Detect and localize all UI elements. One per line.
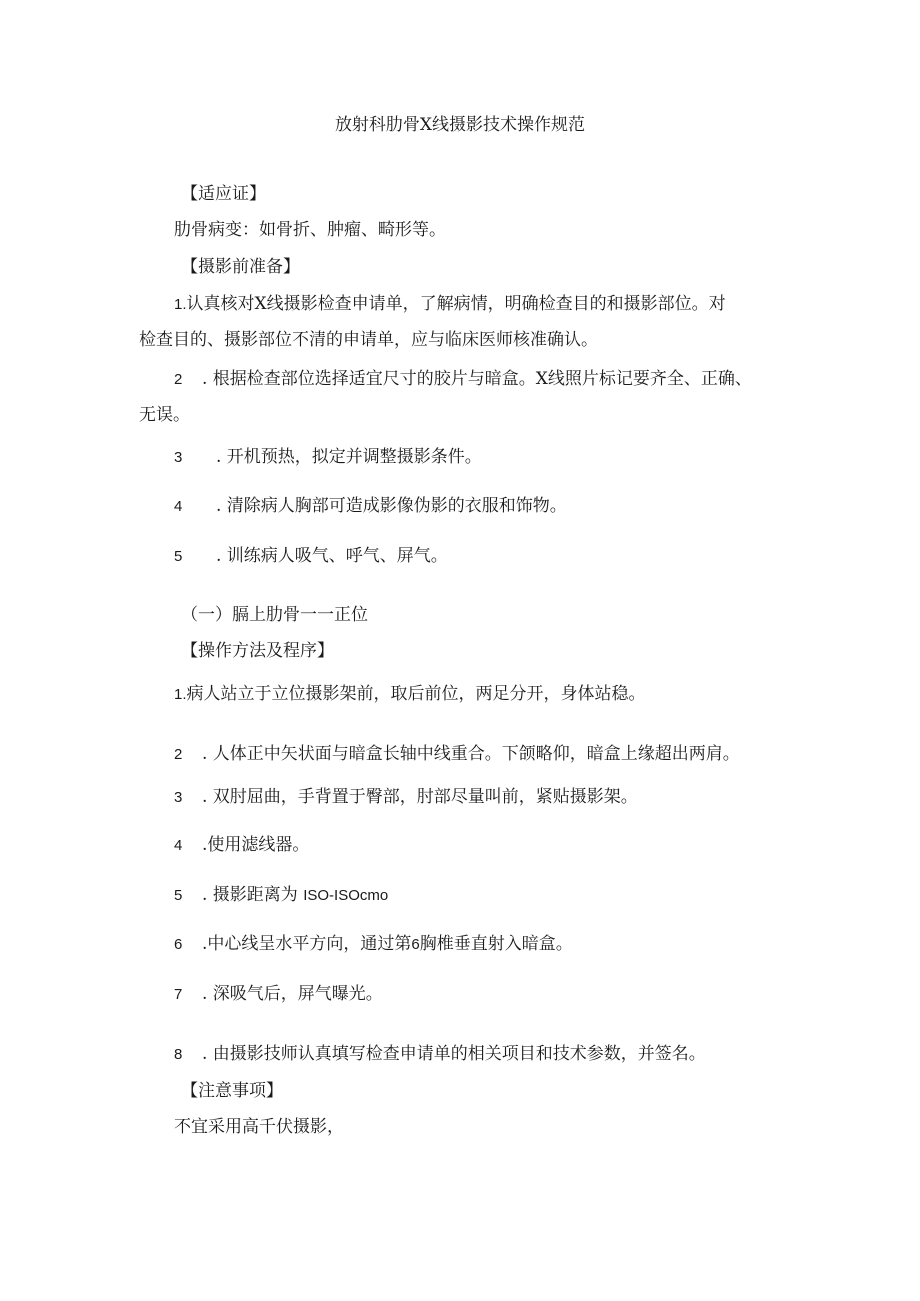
vertebra-number: 6	[411, 936, 420, 953]
notes-text: 不宜采用高千伏摄影，	[174, 1117, 344, 1137]
method-item-6	[174, 933, 573, 956]
prep-item-number: 1.	[174, 296, 187, 313]
prep-item-text: . 训练病人吸气、呼气、屏气。	[216, 546, 448, 566]
method-item-text: . 人体正中矢状面与暗盒长轴中线重合。下颌略仰，暗盒上缘超出两肩。	[202, 744, 740, 764]
method-item-4	[174, 834, 309, 857]
prep-item-5	[174, 545, 448, 568]
method-item-text: 病人站立于立位摄影架前，取后前位，两足分开，身体站稳。	[186, 684, 646, 704]
prep-item-text: . 清除病人胸部可造成影像伪影的衣服和饰物。	[216, 496, 567, 516]
prep-item-text: 认真核对X线摄影检查申请单，了解病情，明确检查目的和摄影部位。对	[186, 294, 726, 314]
method-item-number: 6	[174, 936, 183, 953]
method-item-text: .中心线呈水平方向，通过第	[202, 934, 412, 954]
prep-item-number: 2	[174, 371, 183, 388]
method-item-text-suffix: 胸椎垂直射入暗盒。	[419, 934, 573, 954]
document-title: 放射科肋骨X线摄影技术操作规范	[334, 115, 586, 135]
indications-heading: 【适应证】	[181, 184, 266, 204]
prep-item-number: 5	[174, 548, 183, 565]
method-heading: 【操作方法及程序】	[181, 641, 334, 661]
prep-item-2	[174, 368, 752, 391]
method-item-text: . 深吸气后，屏气曝光。	[202, 984, 383, 1004]
method-item-number: 7	[174, 986, 183, 1003]
prep-item-text: . 开机预热，拟定并调整摄影条件。	[216, 447, 482, 467]
prep-heading: 【摄影前准备】	[181, 257, 300, 277]
method-item-2	[174, 743, 740, 766]
method-item-number: 5	[174, 887, 183, 904]
method-item-number: 1.	[174, 686, 187, 703]
distance-value: ISO-ISOcmo	[303, 887, 389, 904]
prep-item-number: 3	[174, 449, 183, 466]
method-item-text: . 摄影距离为	[202, 885, 304, 905]
prep-item-2-continued: 无误。	[139, 405, 190, 425]
indications-text: 肋骨病变：如骨折、肿瘤、畸形等。	[174, 220, 446, 240]
method-item-number: 3	[174, 789, 183, 806]
method-item-3	[174, 786, 638, 809]
method-item-text: . 双肘屈曲，手背置于臀部，肘部尽量叫前，紧贴摄影架。	[202, 787, 638, 807]
notes-heading: 【注意事项】	[181, 1081, 283, 1101]
method-item-text: .使用滤线器。	[202, 835, 310, 855]
method-item-5	[174, 884, 388, 907]
prep-item-1-continued: 检查目的、摄影部位不清的申请单，应与临床医师核准确认。	[139, 330, 598, 350]
method-item-8	[174, 1043, 706, 1066]
subsection-heading: （一）膈上肋骨一一正位	[181, 605, 368, 625]
method-item-7	[174, 983, 383, 1006]
prep-item-number: 4	[174, 498, 183, 515]
prep-item-4	[174, 495, 567, 518]
method-item-number: 8	[174, 1046, 183, 1063]
prep-item-text: . 根据检查部位选择适宜尺寸的胶片与暗盒。X线照片标记要齐全、正确、	[202, 369, 752, 389]
method-item-text: . 由摄影技师认真填写检查申请单的相关项目和技术参数，并签名。	[202, 1044, 706, 1064]
method-item-1	[174, 683, 646, 706]
prep-item-3	[174, 446, 482, 469]
method-item-number: 2	[174, 746, 183, 763]
prep-item-1	[174, 293, 726, 316]
method-item-number: 4	[174, 837, 183, 854]
